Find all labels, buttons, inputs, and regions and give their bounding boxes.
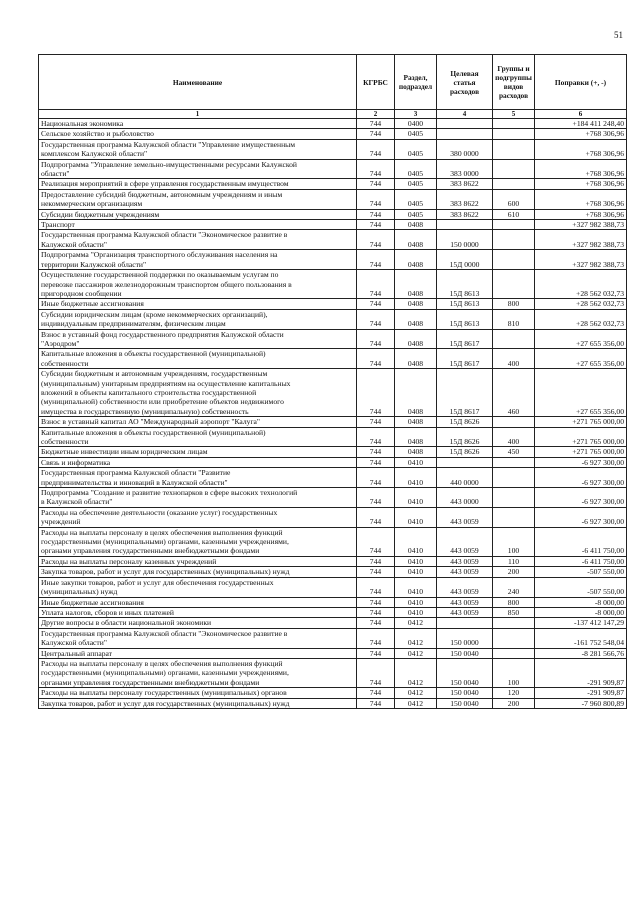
row-name: Закупка товаров, работ и услуг для государственных (муниципальных) нужд xyxy=(39,567,357,577)
row-name: Иные бюджетные ассигнования xyxy=(39,299,357,309)
row-target: 15Д 8613 xyxy=(437,309,493,329)
row-section: 0410 xyxy=(395,597,437,607)
row-name: Расходы на выплаты персоналу государственных (муниципальных) органов xyxy=(39,688,357,698)
row-section: 0408 xyxy=(395,447,437,457)
row-section: 0410 xyxy=(395,507,437,527)
row-section: 0408 xyxy=(395,417,437,427)
table-row xyxy=(39,427,627,447)
row-group: 800 xyxy=(493,299,535,309)
row-amount: +768 306,96 xyxy=(535,209,627,219)
row-name: Подпрограмма "Управление земельно-имущественными ресурсами Калужской области" xyxy=(39,159,357,179)
row-kgrbs: 744 xyxy=(357,447,395,457)
table-row xyxy=(39,349,627,369)
row-kgrbs: 744 xyxy=(357,220,395,230)
row-kgrbs: 744 xyxy=(357,457,395,467)
row-target xyxy=(437,457,493,467)
row-amount: +27 655 356,00 xyxy=(535,369,627,417)
header-row xyxy=(39,55,627,110)
row-section: 0412 xyxy=(395,688,437,698)
row-group: 810 xyxy=(493,309,535,329)
table-row xyxy=(39,270,627,299)
row-target: 15Д 8626 xyxy=(437,417,493,427)
row-section: 0405 xyxy=(395,179,437,189)
row-target: 150 0040 xyxy=(437,688,493,698)
row-target xyxy=(437,129,493,139)
row-group: 800 xyxy=(493,597,535,607)
row-name: Иные закупки товаров, работ и услуг для обеспечения государственных (муниципальных) нужд xyxy=(39,577,357,597)
row-kgrbs: 744 xyxy=(357,607,395,617)
row-section: 0408 xyxy=(395,270,437,299)
row-section: 0408 xyxy=(395,369,437,417)
row-section: 0412 xyxy=(395,658,437,687)
table-row xyxy=(39,179,627,189)
row-group xyxy=(493,159,535,179)
row-kgrbs: 744 xyxy=(357,658,395,687)
table-row xyxy=(39,577,627,597)
row-target: 150 0040 xyxy=(437,648,493,658)
table-row xyxy=(39,658,627,687)
table-row xyxy=(39,159,627,179)
row-name: Расходы на выплаты персоналу в целях обеспечения выполнения функций государственными (муниципальными) органами, казенными учреждениями, органами управления государственными внебюджетными фондами xyxy=(39,527,357,556)
row-group xyxy=(493,507,535,527)
row-target: 15Д 8617 xyxy=(437,329,493,349)
row-section: 0408 xyxy=(395,299,437,309)
row-target: 150 0040 xyxy=(437,658,493,687)
row-kgrbs: 744 xyxy=(357,648,395,658)
row-section: 0408 xyxy=(395,329,437,349)
row-target: 443 0059 xyxy=(437,577,493,597)
row-name: Бюджетные инвестиции иным юридическим лицам xyxy=(39,447,357,457)
row-name: Государственная программа Калужской области "Экономическое развитие в Калужской области" xyxy=(39,230,357,250)
budget-amendments-table xyxy=(38,54,627,709)
row-name: Сельское хозяйство и рыболовство xyxy=(39,129,357,139)
row-amount: -6 927 300,00 xyxy=(535,507,627,527)
row-group: 610 xyxy=(493,209,535,219)
row-amount: +28 562 032,73 xyxy=(535,299,627,309)
table-row xyxy=(39,417,627,427)
row-group: 200 xyxy=(493,567,535,577)
row-kgrbs: 744 xyxy=(357,159,395,179)
row-section: 0408 xyxy=(395,220,437,230)
row-name: Национальная экономика xyxy=(39,119,357,129)
row-section: 0410 xyxy=(395,607,437,617)
column-number: 6 xyxy=(535,110,627,119)
row-group: 400 xyxy=(493,427,535,447)
row-name: Расходы на обеспечение деятельности (оказание услуг) государственных учреждений xyxy=(39,507,357,527)
row-amount: -507 550,00 xyxy=(535,577,627,597)
row-group xyxy=(493,618,535,628)
row-amount: -291 909,87 xyxy=(535,688,627,698)
table-row xyxy=(39,369,627,417)
table-row xyxy=(39,189,627,209)
table-row xyxy=(39,299,627,309)
table-row xyxy=(39,129,627,139)
row-amount: +27 655 356,00 xyxy=(535,349,627,369)
row-target: 443 0059 xyxy=(437,556,493,566)
row-amount: +271 765 000,00 xyxy=(535,447,627,457)
table-row xyxy=(39,648,627,658)
table-row xyxy=(39,618,627,628)
row-amount: +184 411 248,40 xyxy=(535,119,627,129)
row-name: Связь и информатика xyxy=(39,457,357,467)
row-group xyxy=(493,488,535,508)
row-target: 15Д 8617 xyxy=(437,349,493,369)
table-row xyxy=(39,139,627,159)
header-kgrbs: КГРБС xyxy=(357,55,395,110)
row-group xyxy=(493,628,535,648)
row-amount: +327 982 388,73 xyxy=(535,220,627,230)
row-name: Реализация мероприятий в сфере управления государственным имуществом xyxy=(39,179,357,189)
row-target: 443 0000 xyxy=(437,488,493,508)
row-name: Государственная программа Калужской области "Экономическое развитие в Калужской области" xyxy=(39,628,357,648)
header-name: Наименование xyxy=(39,55,357,110)
row-group: 110 xyxy=(493,556,535,566)
row-target: 443 0059 xyxy=(437,607,493,617)
row-amount: -6 927 300,00 xyxy=(535,488,627,508)
row-amount: -8 000,00 xyxy=(535,597,627,607)
row-target: 15Д 8613 xyxy=(437,270,493,299)
row-target: 150 0000 xyxy=(437,628,493,648)
table-row xyxy=(39,567,627,577)
row-kgrbs: 744 xyxy=(357,349,395,369)
row-group: 120 xyxy=(493,688,535,698)
table-row xyxy=(39,329,627,349)
row-group xyxy=(493,179,535,189)
row-group xyxy=(493,329,535,349)
row-name: Субсидии бюджетным учреждениям xyxy=(39,209,357,219)
header-target: Целевая статья расходов xyxy=(437,55,493,110)
row-group xyxy=(493,457,535,467)
row-amount: +271 765 000,00 xyxy=(535,417,627,427)
row-amount: -507 550,00 xyxy=(535,567,627,577)
row-amount: +768 306,96 xyxy=(535,159,627,179)
row-section: 0410 xyxy=(395,527,437,556)
table-row xyxy=(39,628,627,648)
page-number: 51 xyxy=(614,30,623,40)
table-row xyxy=(39,597,627,607)
header-amendments: Поправки (+, -) xyxy=(535,55,627,110)
row-amount: -7 960 800,89 xyxy=(535,698,627,708)
row-kgrbs: 744 xyxy=(357,230,395,250)
row-target: 443 0059 xyxy=(437,597,493,607)
row-amount: +28 562 032,73 xyxy=(535,270,627,299)
row-amount: +768 306,96 xyxy=(535,129,627,139)
row-target: 15Д 8613 xyxy=(437,299,493,309)
row-group: 100 xyxy=(493,527,535,556)
row-target: 380 0000 xyxy=(437,139,493,159)
row-section: 0410 xyxy=(395,556,437,566)
row-kgrbs: 744 xyxy=(357,618,395,628)
row-kgrbs: 744 xyxy=(357,567,395,577)
table-row xyxy=(39,230,627,250)
table-row xyxy=(39,698,627,708)
row-name: Взнос в уставный капитал АО "Международный аэропорт "Калуга" xyxy=(39,417,357,427)
row-name: Другие вопросы в области национальной экономики xyxy=(39,618,357,628)
row-kgrbs: 744 xyxy=(357,577,395,597)
row-group xyxy=(493,417,535,427)
column-number-row xyxy=(39,110,627,119)
row-target: 443 0059 xyxy=(437,507,493,527)
row-group: 400 xyxy=(493,349,535,369)
row-group xyxy=(493,270,535,299)
column-number: 2 xyxy=(357,110,395,119)
row-kgrbs: 744 xyxy=(357,129,395,139)
table-body xyxy=(39,119,627,709)
row-name: Подпрограмма "Создание и развитие технопарков в сфере высоких технологий в Калужской области" xyxy=(39,488,357,508)
row-target: 443 0059 xyxy=(437,567,493,577)
table-row xyxy=(39,309,627,329)
row-kgrbs: 744 xyxy=(357,628,395,648)
row-kgrbs: 744 xyxy=(357,270,395,299)
row-group: 850 xyxy=(493,607,535,617)
row-name: Государственная программа Калужской области "Развитие предпринимательства и инноваций в Калужской области" xyxy=(39,468,357,488)
row-kgrbs: 744 xyxy=(357,468,395,488)
row-name: Субсидии юридическим лицам (кроме некоммерческих организаций), индивидуальным предпринимателям, физическим лицам xyxy=(39,309,357,329)
row-name: Предоставление субсидий бюджетным, автономным учреждениям и иным некоммерческим организациям xyxy=(39,189,357,209)
row-amount: +28 562 032,73 xyxy=(535,309,627,329)
row-section: 0408 xyxy=(395,427,437,447)
row-section: 0410 xyxy=(395,567,437,577)
row-kgrbs: 744 xyxy=(357,369,395,417)
row-name: Расходы на выплаты персоналу в целях обеспечения выполнения функций государственными (муниципальными) органами, казенными учреждениями, органами управления государственными внебюджетными фондами xyxy=(39,658,357,687)
row-target: 150 0000 xyxy=(437,230,493,250)
row-group xyxy=(493,468,535,488)
row-target xyxy=(437,119,493,129)
row-target xyxy=(437,220,493,230)
table-row xyxy=(39,209,627,219)
row-group xyxy=(493,250,535,270)
row-name: Подпрограмма "Организация транспортного обслуживания населения на территории Калужской области" xyxy=(39,250,357,270)
row-name: Капитальные вложения в объекты государственной (муниципальной) собственности xyxy=(39,427,357,447)
row-target: 15Д 0000 xyxy=(437,250,493,270)
row-section: 0412 xyxy=(395,628,437,648)
row-kgrbs: 744 xyxy=(357,299,395,309)
row-name: Осуществление государственной поддержки по оказываемым услугам по перевозке пассажиров железнодорожным транспортом общего пользования в пригородном сообщении xyxy=(39,270,357,299)
row-name: Расходы на выплаты персоналу казенных учреждений xyxy=(39,556,357,566)
row-group: 240 xyxy=(493,577,535,597)
row-group xyxy=(493,220,535,230)
row-kgrbs: 744 xyxy=(357,597,395,607)
table-row xyxy=(39,250,627,270)
row-target: 383 0000 xyxy=(437,159,493,179)
row-target: 15Д 8626 xyxy=(437,447,493,457)
row-section: 0412 xyxy=(395,698,437,708)
row-section: 0405 xyxy=(395,139,437,159)
row-kgrbs: 744 xyxy=(357,209,395,219)
row-kgrbs: 744 xyxy=(357,556,395,566)
table-row xyxy=(39,468,627,488)
row-target: 383 8622 xyxy=(437,179,493,189)
row-amount: -6 411 750,00 xyxy=(535,556,627,566)
row-name: Иные бюджетные ассигнования xyxy=(39,597,357,607)
row-section: 0412 xyxy=(395,618,437,628)
table-row xyxy=(39,488,627,508)
row-target: 443 0059 xyxy=(437,527,493,556)
row-section: 0400 xyxy=(395,119,437,129)
row-kgrbs: 744 xyxy=(357,417,395,427)
row-section: 0412 xyxy=(395,648,437,658)
row-amount: +768 306,96 xyxy=(535,189,627,209)
row-group xyxy=(493,129,535,139)
table-row xyxy=(39,527,627,556)
row-kgrbs: 744 xyxy=(357,179,395,189)
row-section: 0408 xyxy=(395,309,437,329)
row-name: Центральный аппарат xyxy=(39,648,357,658)
row-name: Государственная программа Калужской области "Управление имущественным комплексом Калужской области" xyxy=(39,139,357,159)
column-number: 1 xyxy=(39,110,357,119)
row-amount: +768 306,96 xyxy=(535,179,627,189)
row-kgrbs: 744 xyxy=(357,427,395,447)
row-amount: -137 412 147,29 xyxy=(535,618,627,628)
header-section: Раздел, подраздел xyxy=(395,55,437,110)
row-kgrbs: 744 xyxy=(357,119,395,129)
row-amount: +327 982 388,73 xyxy=(535,250,627,270)
table-row xyxy=(39,556,627,566)
row-kgrbs: 744 xyxy=(357,189,395,209)
row-kgrbs: 744 xyxy=(357,488,395,508)
row-target: 383 8622 xyxy=(437,209,493,219)
column-number: 5 xyxy=(493,110,535,119)
row-section: 0405 xyxy=(395,129,437,139)
table-row xyxy=(39,119,627,129)
row-group xyxy=(493,119,535,129)
row-group: 600 xyxy=(493,189,535,209)
row-section: 0408 xyxy=(395,349,437,369)
row-group: 460 xyxy=(493,369,535,417)
row-target: 150 0040 xyxy=(437,698,493,708)
table-row xyxy=(39,688,627,698)
table-row xyxy=(39,447,627,457)
row-section: 0405 xyxy=(395,189,437,209)
table-row xyxy=(39,457,627,467)
row-section: 0410 xyxy=(395,457,437,467)
row-group xyxy=(493,139,535,159)
row-section: 0408 xyxy=(395,230,437,250)
row-name: Уплата налогов, сборов и иных платежей xyxy=(39,607,357,617)
row-section: 0410 xyxy=(395,468,437,488)
row-amount: -6 411 750,00 xyxy=(535,527,627,556)
row-name: Закупка товаров, работ и услуг для государственных (муниципальных) нужд xyxy=(39,698,357,708)
row-group xyxy=(493,230,535,250)
row-amount: -291 909,87 xyxy=(535,658,627,687)
row-amount: +271 765 000,00 xyxy=(535,427,627,447)
row-kgrbs: 744 xyxy=(357,250,395,270)
row-name: Взнос в уставный фонд государственного предприятия Калужской области "Аэродром" xyxy=(39,329,357,349)
row-group: 450 xyxy=(493,447,535,457)
row-kgrbs: 744 xyxy=(357,527,395,556)
row-amount: -161 752 548,04 xyxy=(535,628,627,648)
row-amount: -8 000,00 xyxy=(535,607,627,617)
row-amount: -8 281 566,76 xyxy=(535,648,627,658)
row-section: 0410 xyxy=(395,488,437,508)
column-number: 3 xyxy=(395,110,437,119)
row-amount: +327 982 388,73 xyxy=(535,230,627,250)
row-kgrbs: 744 xyxy=(357,309,395,329)
row-section: 0410 xyxy=(395,577,437,597)
row-name: Капитальные вложения в объекты государственной (муниципальной) собственности xyxy=(39,349,357,369)
row-name: Транспорт xyxy=(39,220,357,230)
row-section: 0405 xyxy=(395,159,437,179)
row-kgrbs: 744 xyxy=(357,698,395,708)
row-kgrbs: 744 xyxy=(357,688,395,698)
row-amount: +768 306,96 xyxy=(535,139,627,159)
row-target: 15Д 8626 xyxy=(437,427,493,447)
row-target: 383 8622 xyxy=(437,189,493,209)
row-amount: -6 927 300,00 xyxy=(535,468,627,488)
row-target xyxy=(437,618,493,628)
row-target: 15Д 8617 xyxy=(437,369,493,417)
column-number: 4 xyxy=(437,110,493,119)
row-name: Субсидии бюджетным и автономным учреждениям, государственным (муниципальным) унитарным предприятиям на осуществление капитальных вложений в объекты капитального строительства государственной (муниципальной) собственности или приобретение объектов недвижимого имущества в государственную (муниципальную) собственность xyxy=(39,369,357,417)
table-row xyxy=(39,507,627,527)
table-row xyxy=(39,607,627,617)
row-kgrbs: 744 xyxy=(357,329,395,349)
row-amount: +27 655 356,00 xyxy=(535,329,627,349)
row-target: 440 0000 xyxy=(437,468,493,488)
row-group: 100 xyxy=(493,658,535,687)
row-amount: -6 927 300,00 xyxy=(535,457,627,467)
header-groups: Группы и подгруппы видов расходов xyxy=(493,55,535,110)
row-kgrbs: 744 xyxy=(357,507,395,527)
row-section: 0408 xyxy=(395,250,437,270)
row-kgrbs: 744 xyxy=(357,139,395,159)
row-section: 0405 xyxy=(395,209,437,219)
row-group: 200 xyxy=(493,698,535,708)
row-group xyxy=(493,648,535,658)
table-row xyxy=(39,220,627,230)
